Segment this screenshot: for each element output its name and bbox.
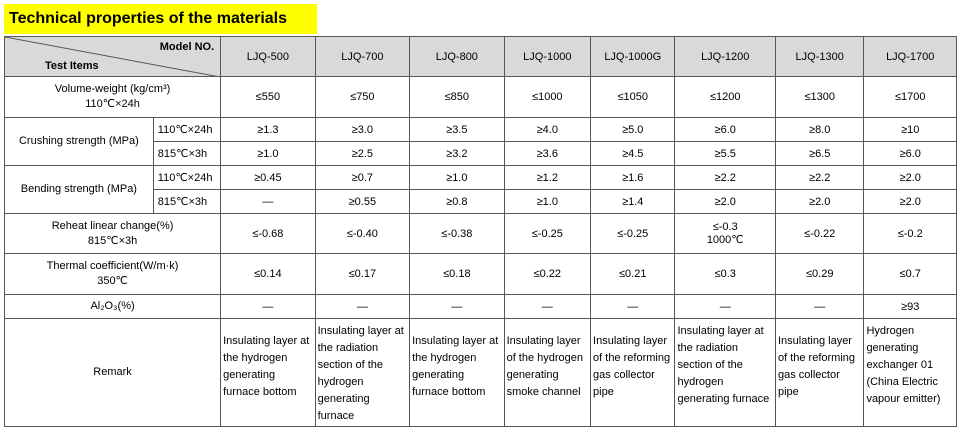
row-label: [5, 214, 221, 254]
table-cell: ≥1.4: [591, 190, 675, 214]
model-header: LJQ-800: [410, 37, 504, 77]
model-header: LJQ-1200: [675, 37, 776, 77]
table-row: [5, 166, 957, 190]
table-cell: ≤-0.38: [410, 214, 504, 254]
table-cell: ≤-0.25: [591, 214, 675, 254]
model-header: LJQ-700: [315, 37, 409, 77]
table-row: [5, 254, 957, 295]
table-cell: ≥5.0: [591, 118, 675, 142]
table-cell: ≥2.0: [864, 166, 957, 190]
row-label: [5, 77, 221, 118]
row-label: Remark: [5, 319, 221, 427]
table-cell: ≤1050: [591, 77, 675, 118]
cell-note: 1000℃: [706, 234, 744, 246]
row-label: Al₂O₃(%): [5, 295, 221, 319]
table-cell: ≤0.3: [675, 254, 776, 295]
table-cell: —: [775, 295, 863, 319]
table-cell: ≥3.5: [410, 118, 504, 142]
table-cell: —: [591, 295, 675, 319]
model-header: LJQ-1300: [775, 37, 863, 77]
table-cell: ≥2.2: [775, 166, 863, 190]
row-label-condition: 110℃×24h: [85, 98, 140, 110]
table-row: [5, 319, 957, 427]
table-cell: ≥2.2: [675, 166, 776, 190]
table-cell: —: [410, 295, 504, 319]
table-cell: ≥6.0: [864, 142, 957, 166]
table-cell: ≥4.5: [591, 142, 675, 166]
table-cell: ≥4.0: [504, 118, 590, 142]
table-cell: ≤550: [221, 77, 315, 118]
table-cell: ≥2.0: [864, 190, 957, 214]
row-label: [5, 254, 221, 295]
table-cell: ≥93: [864, 295, 957, 319]
row-label-line: Volume-weight (kg/cm³): [54, 83, 171, 95]
remark-cell: Insulating layer at the hydrogen generating furnace bottom: [410, 319, 504, 427]
row-sub-label: 815℃×3h: [153, 142, 220, 166]
table-cell: ≤0.29: [775, 254, 863, 295]
table-cell: [675, 214, 776, 254]
table-cell: ≥8.0: [775, 118, 863, 142]
table-row: [5, 118, 957, 142]
table-cell: ≤1700: [864, 77, 957, 118]
table-cell: ≤1200: [675, 77, 776, 118]
table-row: [5, 77, 957, 118]
table-cell: ≥3.6: [504, 142, 590, 166]
table-cell: ≥1.0: [504, 190, 590, 214]
table-cell: ≥0.45: [221, 166, 315, 190]
table-cell: ≥0.55: [315, 190, 409, 214]
table-cell: ≥2.5: [315, 142, 409, 166]
table-cell: ≤0.14: [221, 254, 315, 295]
model-header: LJQ-500: [221, 37, 315, 77]
row-label: Bending strength (MPa): [5, 166, 154, 214]
table-cell: ≤0.21: [591, 254, 675, 295]
remark-cell: Insulating layer of the reforming gas collector pipe: [775, 319, 863, 427]
table-cell: ≥5.5: [675, 142, 776, 166]
table-cell: ≥1.2: [504, 166, 590, 190]
table-cell: ≥2.0: [675, 190, 776, 214]
table-row: [5, 214, 957, 254]
row-sub-label: 815℃×3h: [153, 190, 220, 214]
row-label: Crushing strength (MPa): [5, 118, 154, 166]
table-cell: ≤-0.2: [864, 214, 957, 254]
table-cell: ≥6.5: [775, 142, 863, 166]
table-cell: —: [221, 190, 315, 214]
test-items-label: Test Items: [45, 60, 99, 72]
row-sub-label: 110℃×24h: [153, 166, 220, 190]
header-diagonal-cell: [5, 37, 221, 77]
remark-cell: Insulating layer at the hydrogen generating furnace bottom: [221, 319, 315, 427]
table-cell: ≤0.7: [864, 254, 957, 295]
table-cell: —: [315, 295, 409, 319]
table-row: [5, 295, 957, 319]
properties-table: [4, 36, 957, 427]
table-cell: ≥2.0: [775, 190, 863, 214]
row-sub-label: 110℃×24h: [153, 118, 220, 142]
remark-cell: Hydrogen generating exchanger 01 (China Electric vapour emitter): [864, 319, 957, 427]
table-cell: ≤1000: [504, 77, 590, 118]
table-cell: ≤750: [315, 77, 409, 118]
table-cell: ≤-0.25: [504, 214, 590, 254]
row-label-line: Reheat linear change(%): [51, 219, 174, 232]
model-header: LJQ-1000G: [591, 37, 675, 77]
table-cell: ≥1.0: [410, 166, 504, 190]
table-cell: ≤-0.40: [315, 214, 409, 254]
model-no-label: Model NO.: [159, 41, 215, 53]
remark-cell: Insulating layer of the hydrogen generating smoke channel: [504, 319, 590, 427]
model-header: LJQ-1000: [504, 37, 590, 77]
table-cell: ≤0.18: [410, 254, 504, 295]
row-label-condition: 350℃: [97, 275, 128, 287]
table-cell: ≥10: [864, 118, 957, 142]
table-cell: ≥6.0: [675, 118, 776, 142]
row-label-line: Thermal coefficient(W/m·k): [46, 260, 179, 272]
table-cell: ≥1.6: [591, 166, 675, 190]
model-header: LJQ-1700: [864, 37, 957, 77]
table-cell: ≥0.7: [315, 166, 409, 190]
table-cell: ≥3.2: [410, 142, 504, 166]
table-cell: —: [221, 295, 315, 319]
remark-cell: Insulating layer at the radiation section of the hydrogen generating furnace: [315, 319, 409, 427]
table-cell: ≤-0.22: [775, 214, 863, 254]
remark-cell: Insulating layer of the reforming gas collector pipe: [591, 319, 675, 427]
table-cell: —: [504, 295, 590, 319]
title-bar: [4, 4, 317, 34]
table-cell: ≥0.8: [410, 190, 504, 214]
header-row: [5, 37, 957, 77]
table-cell: ≤0.17: [315, 254, 409, 295]
table-cell: ≥1.0: [221, 142, 315, 166]
remark-cell: Insulating layer at the radiation section of the hydrogen generating furnace: [675, 319, 776, 427]
row-label-condition: 815℃×3h: [87, 234, 138, 247]
table-cell: ≤0.22: [504, 254, 590, 295]
table-cell: ≤-0.68: [221, 214, 315, 254]
table-cell: —: [675, 295, 776, 319]
cell-value: ≤-0.3: [712, 221, 738, 233]
table-cell: ≤1300: [775, 77, 863, 118]
table-cell: ≥1.3: [221, 118, 315, 142]
page-title: Technical properties of the materials: [9, 10, 288, 27]
table-cell: ≤850: [410, 77, 504, 118]
table-cell: ≥3.0: [315, 118, 409, 142]
